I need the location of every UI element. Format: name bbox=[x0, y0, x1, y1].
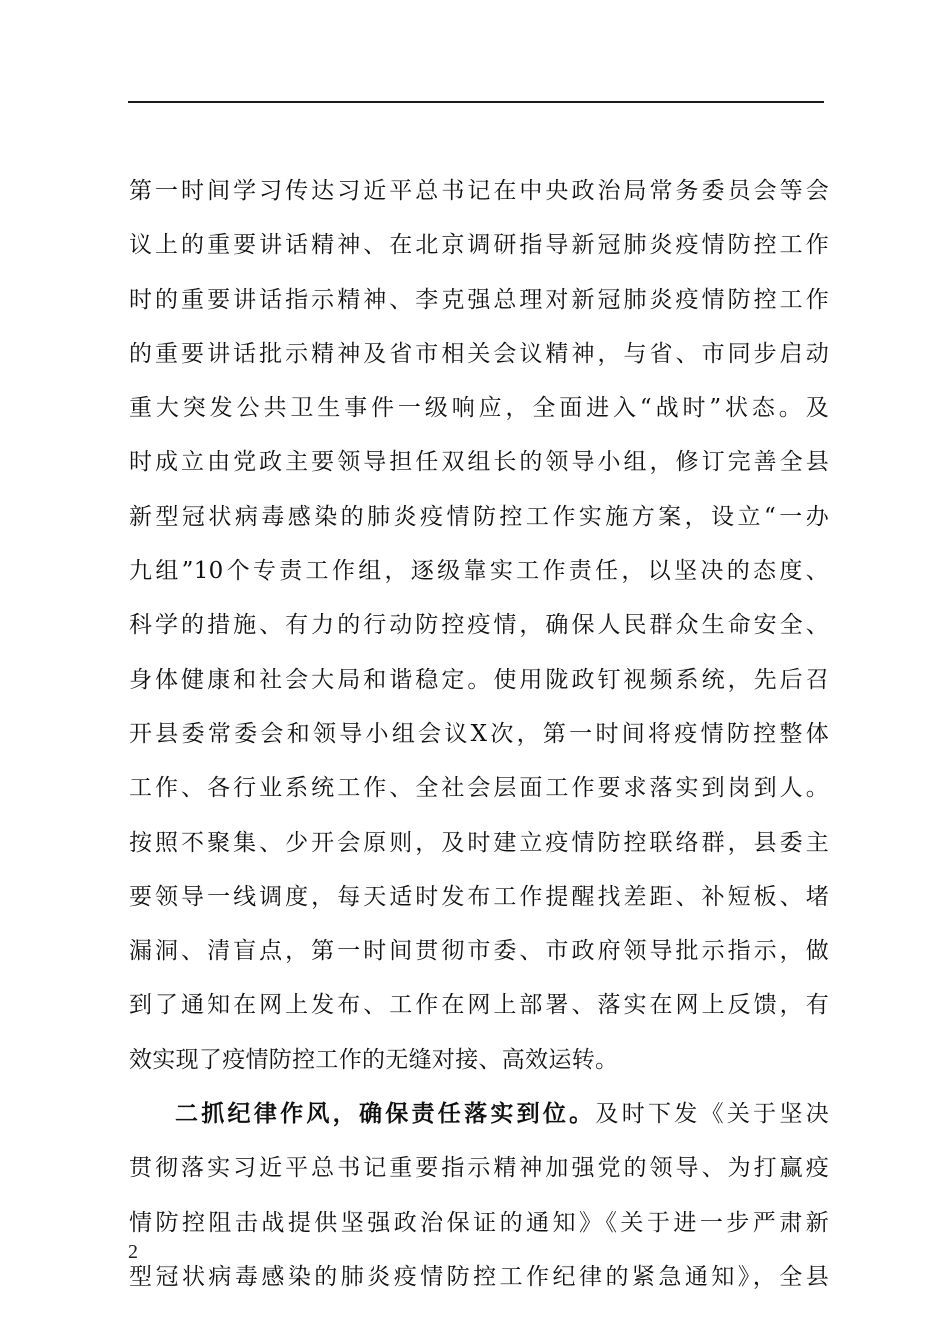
paragraph-line: 议上的重要讲话精神、在北京调研指导新冠肺炎疫情防控工作 bbox=[129, 232, 829, 259]
paragraph-line: 要领导一线调度，每天适时发布工作提醒找差距、补短板、堵 bbox=[129, 883, 829, 910]
paragraph-line: 时的重要讲话指示精神、李克强总理对新冠肺炎疫情防控工作 bbox=[129, 286, 829, 313]
paragraph-line: 第一时间学习传达习近平总书记在中央政治局常务委员会等会 bbox=[129, 178, 829, 204]
paragraph-line: 工作、各行业系统工作、全社会层面工作要求落实到岗到人。 bbox=[129, 775, 829, 802]
page-number: 2 bbox=[128, 1241, 138, 1263]
paragraph-line: 九组”10个专责工作组，逐级靠实工作责任，以坚决的态度、 bbox=[129, 558, 829, 585]
paragraph-line: 开县委常委会和领导小组会议X次，第一时间将疫情防控整体 bbox=[129, 720, 829, 747]
paragraph-line: 时成立由党政主要领导担任双组长的领导小组，修订完善全县 bbox=[129, 449, 829, 476]
paragraph-line: 按照不聚集、少开会原则，及时建立疫情防控联络群，县委主 bbox=[129, 829, 829, 856]
paragraph-line: 情防控阻击战提供坚强政治保证的通知》《关于进一步严肃新 bbox=[129, 1209, 829, 1236]
paragraph-line: 型冠状病毒感染的肺炎疫情防控工作纪律的紧急通知》，全县 bbox=[129, 1263, 829, 1290]
paragraph-line: 科学的措施、有力的行动防控疫情，确保人民群众生命安全、 bbox=[129, 612, 829, 639]
paragraph2-lead-heading: 二抓纪律作风，确保责任落实到位。 bbox=[175, 1101, 596, 1128]
paragraph-line: 贯彻落实习近平总书记重要指示精神加强党的领导、为打赢疫 bbox=[129, 1155, 829, 1182]
paragraph-line: 效实现了疫情防控工作的无缝对接、高效运转。 bbox=[129, 1046, 619, 1073]
paragraph-line: 新型冠状病毒感染的肺炎疫情防控工作实施方案，设立“一办 bbox=[129, 503, 829, 530]
paragraph2-first-line bbox=[129, 1087, 829, 1141]
paragraph-line: 身体健康和社会大局和谐稳定。使用陇政钉视频系统，先后召 bbox=[129, 666, 829, 693]
paragraph-line: 的重要讲话批示精神及省市相关会议精神，与省、市同步启动 bbox=[129, 340, 829, 367]
document-body bbox=[129, 164, 829, 1304]
paragraph-line: 漏洞、清盲点，第一时间贯彻市委、市政府领导批示指示，做 bbox=[129, 938, 829, 965]
paragraph-line: 重大突发公共卫生事件一级响应，全面进入“战时”状态。及 bbox=[129, 395, 829, 422]
paragraph-line: 到了通知在网上发布、工作在网上部署、落实在网上反馈，有 bbox=[129, 992, 829, 1019]
paragraph2-first-line-text: 及时下发《关于坚决 bbox=[595, 1101, 829, 1128]
header-rule bbox=[128, 101, 824, 103]
